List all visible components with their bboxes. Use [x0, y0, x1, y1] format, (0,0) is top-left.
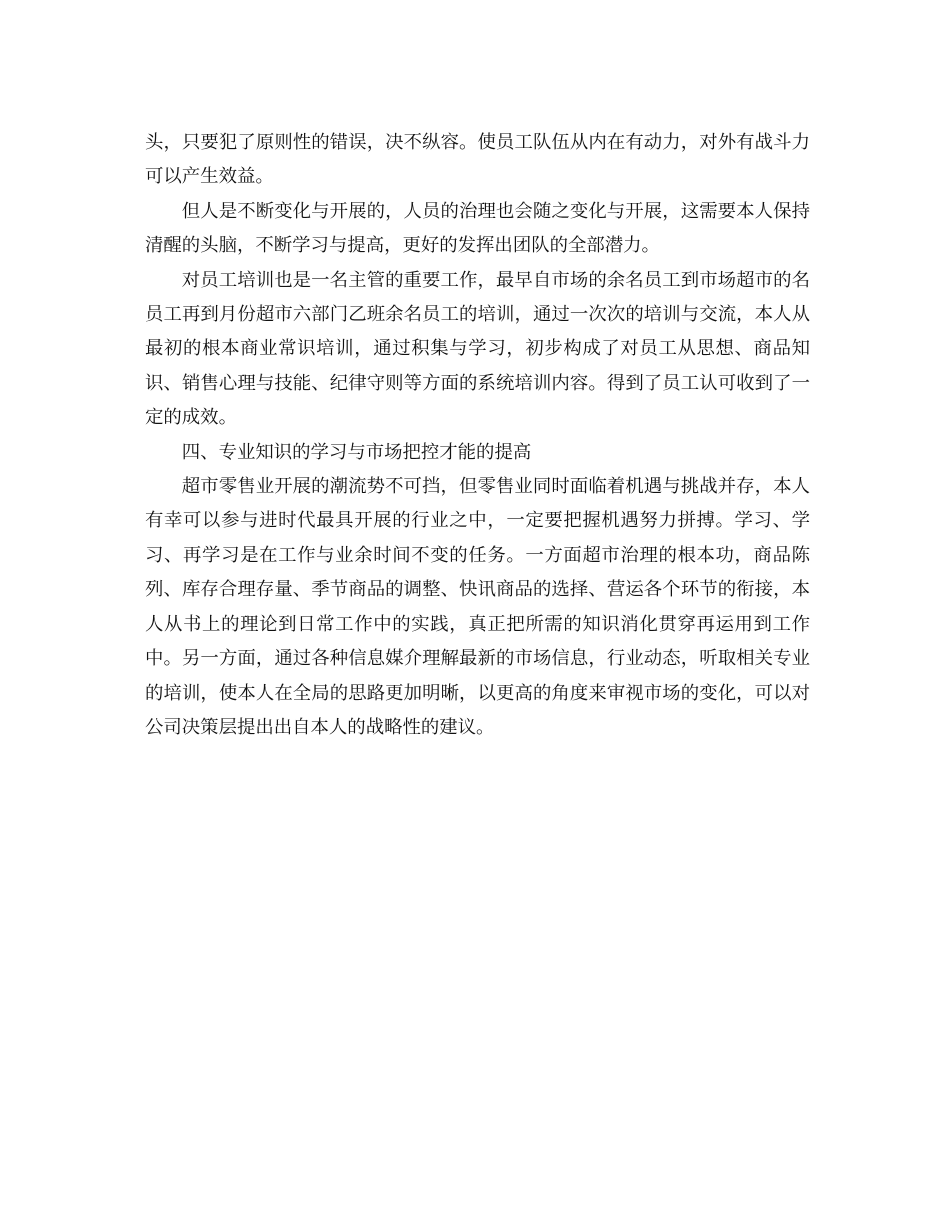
paragraph-team-development: 但人是不断变化与开展的，人员的治理也会随之变化与开展，这需要本人保持清醒的头脑，不断学习与提高，更好的发挥出团队的全部潜力。 — [145, 200, 810, 257]
paragraph-staff-training: 对员工培训也是一名主管的重要工作，最早自市场的余名员工到市场超市的名员工再到月份超市六部门乙班余名员工的培训，通过一次次的培训与交流，本人从最初的根本商业常识培训，通过积集与学习，初步构成了对员工从思想、商品知识、销售心理与技能、纪律守则等方面的系统培训内容。得到了员工认可收到了一定的成效。 — [145, 269, 810, 429]
paragraph-retail-learning: 超市零售业开展的潮流势不可挡，但零售业同时面临着机遇与挑战并存，本人有幸可以参与进时代最具开展的行业之中，一定要把握机遇努力拼搏。学习、学习、再学习是在工作与业余时间不变的任务。一方面超市治理的根本功，商品陈列、库存合理存量、季节商品的调整、快讯商品的选择、营运各个环节的衔接，本人从书上的理论到日常工作中的实践，真正把所需的知识消化贯穿再运用到工作中。另一方面，通过各种信息媒介理解最新的市场信息，行业动态，听取相关专业的培训，使本人在全局的思路更加明晰，以更高的角度来审视市场的变化，可以对公司决策层提出出自本人的战略性的建议。 — [145, 476, 810, 738]
section-heading-professional-knowledge: 四、专业知识的学习与市场把控才能的提高 — [181, 441, 532, 463]
document-body — [145, 126, 810, 745]
paragraph-continuation: 头，只要犯了原则性的错误，决不纵容。使员工队伍从内在有动力，对外有战斗力可以产生效益。 — [145, 132, 810, 188]
